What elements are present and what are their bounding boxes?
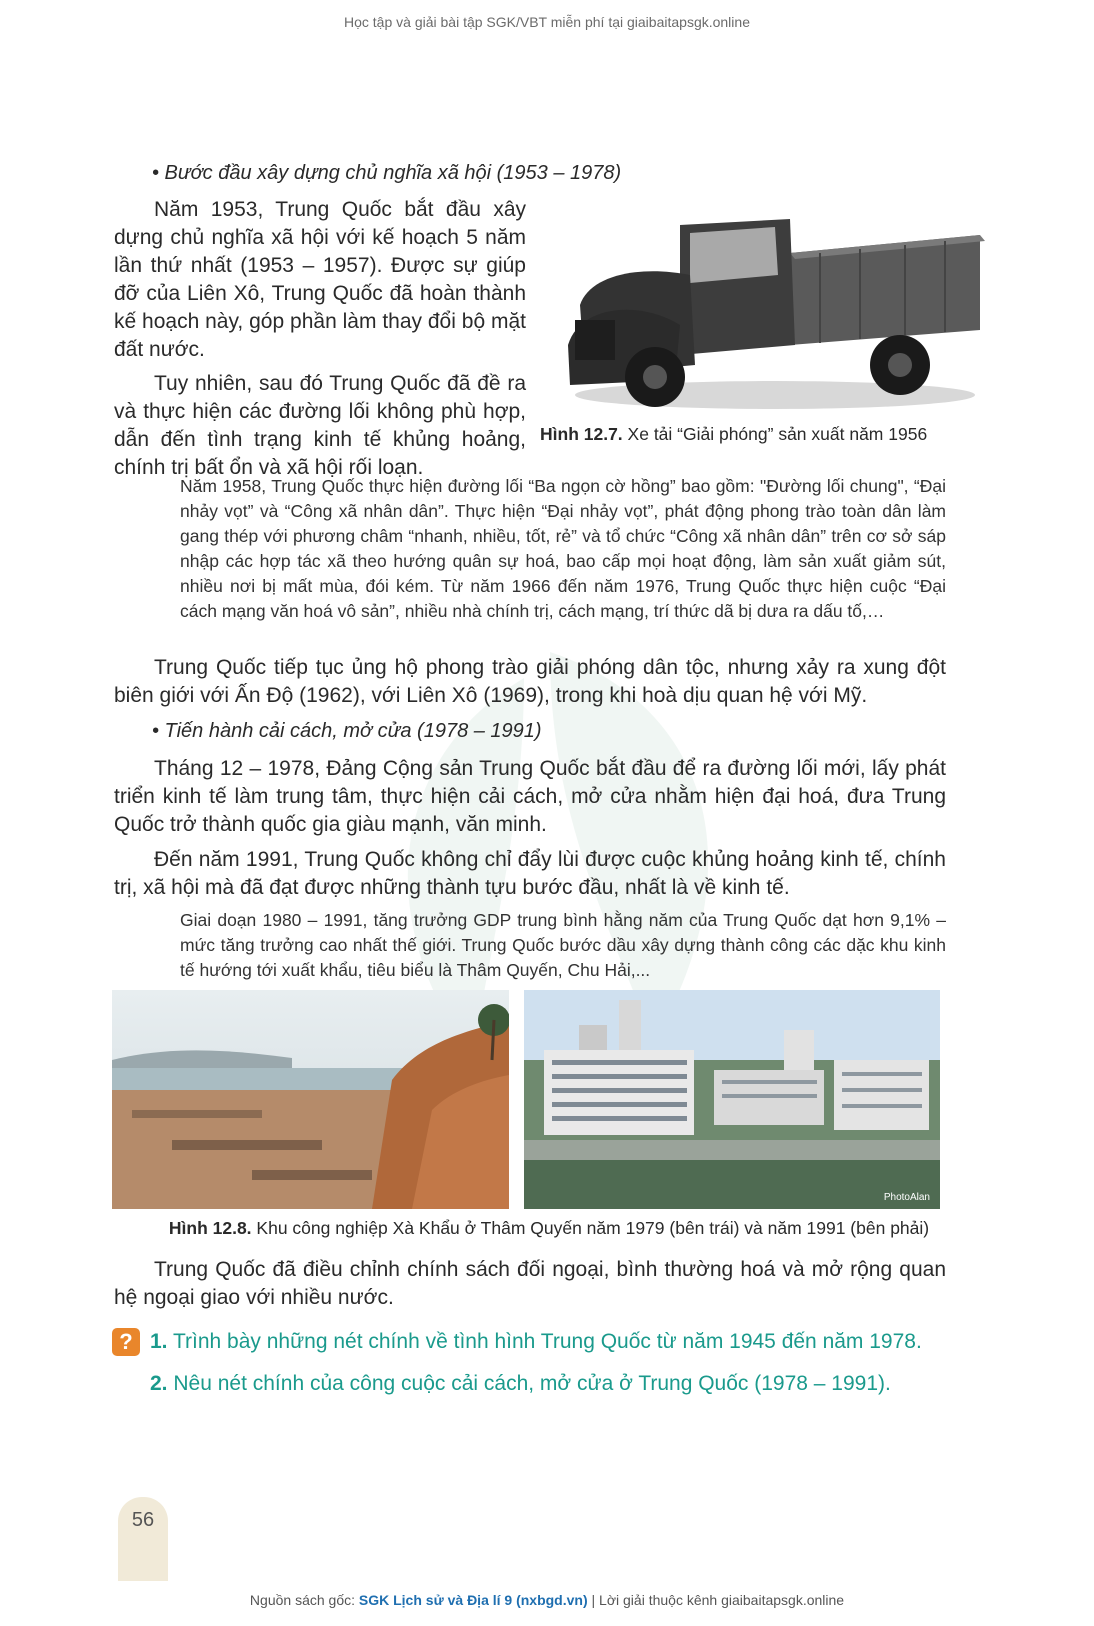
construction-site-photo	[112, 990, 509, 1209]
truck-photo	[560, 205, 990, 420]
question-2: 2. Nêu nét chính của công cuộc cải cách, mở cửa ở Trung Quốc (1978 – 1991).	[150, 1372, 891, 1395]
note-box-1: Năm 1958, Trung Quốc thực hiện đường lối “Ba ngọn cờ hồng” bao gồm: "Đường lối chung", “Đại nhảy vọt” và “Công xã nhân dân”. Thực hiện “Đại nhảy vọt”, phát động phong trào toàn dân làm gang thép với phương châm “nhanh, nhiều, tốt, rẻ” và tổ chức “Công xã nhân dân” trên cơ sở sáp nhập các hợp tác xã theo hướng quân sự hoá, bao cấp mọi hoạt động, làm sản xuất giảm sút, nhiều nơi bị mất mùa, đói kém. Từ năm 1966 đến năm 1976, Trung Quốc thực hiện cuộc “Đại cách mạng văn hoá vô sản”, nhiều nhà chính trị, cách mạng, trí thức dã bị dưa ra dấu tố,…	[180, 476, 946, 621]
section-heading-1: • Bước đầu xây dựng chủ nghĩa xã hội (1953 – 1978)	[152, 162, 622, 184]
photo-credit: PhotoAlan	[883, 1192, 930, 1203]
section-heading-2: • Tiến hành cải cách, mở cửa (1978 – 1991)	[152, 720, 542, 742]
figure-12-7-caption: Hình 12.7. Xe tải “Giải phóng” sản xuất năm 1956	[540, 424, 928, 444]
paragraph-5: Đến năm 1991, Trung Quốc không chỉ đẩy lùi được cuộc khủng hoảng kinh tế, chính trị, xã hội mà đã đạt được những thành tựu bước đầu, nhất là về kinh tế.	[114, 848, 946, 899]
question-icon: ?	[112, 1328, 140, 1356]
page-footer: Nguồn sách gốc: SGK Lịch sử và Địa lí 9 (nxbgd.vn) | Lời giải thuộc kênh giaibaitapsgk.online	[249, 1592, 845, 1608]
paragraph-4: Tháng 12 – 1978, Đảng Cộng sản Trung Quốc bắt đầu để ra đường lối mới, lấy phát triển kinh tế làm trung tâm, thực hiện cải cách, mở cửa nhằm hiện đại hoá, đưa Trung Quốc trở thành quốc gia giàu mạnh, văn minh.	[114, 757, 946, 836]
source-link[interactable]: SGK Lịch sử và Địa lí 9 (nxbgd.vn)	[358, 1592, 588, 1608]
question-1: 1. Trình bày những nét chính về tình hình Trung Quốc từ năm 1945 đến năm 1978.	[150, 1330, 922, 1353]
page-number: 56	[118, 1497, 168, 1581]
paragraph-3: Trung Quốc tiếp tục ủng hộ phong trào giải phóng dân tộc, nhưng xảy ra xung đột biên giới với Ấn Độ (1962), với Liên Xô (1969), trong khi hoà dịu quan hệ với Mỹ.	[114, 656, 946, 707]
note-box-2: Giai doạn 1980 – 1991, tăng trưởng GDP trung bình hằng năm của Trung Quốc dạt hơn 9,1% – mức tăng trưởng cao nhất thế giới. Trung Quốc bước dầu xây dựng thành công các dặc khu kinh tế hướng tới xuất khẩu, tiêu biểu là Thâm Quyến, Chu Hải,...	[180, 910, 946, 980]
paragraph-6: Trung Quốc đã điều chỉnh chính sách đối ngoại, bình thường hoá và mở rộng quan hệ ngoại giao với nhiều nước.	[114, 1258, 946, 1309]
city-photo	[524, 990, 940, 1209]
figure-12-8-caption: Hình 12.8. Khu công nghiệp Xà Khẩu ở Thâm Quyến năm 1979 (bên trái) và năm 1991 (bên phải)	[168, 1218, 930, 1238]
paragraph-1: Năm 1953, Trung Quốc bắt đầu xây dựng chủ nghĩa xã hội với kế hoạch 5 năm lần thứ nhất (1953 – 1957). Được sự giúp đỡ của Liên Xô, Trung Quốc đã hoàn thành kế hoạch này, góp phần làm thay đổi bộ mặt đất nước.	[114, 198, 526, 361]
page-header: Học tập và giải bài tập SGK/VBT miễn phí tại giaibaitapsgk.online	[344, 14, 750, 30]
paragraph-2: Tuy nhiên, sau đó Trung Quốc đã đề ra và thực hiện các đường lối không phù hợp, dẫn đến tình trạng kinh tế khủng hoảng, chính trị bất ổn và xã hội rối loạn.	[114, 372, 526, 479]
